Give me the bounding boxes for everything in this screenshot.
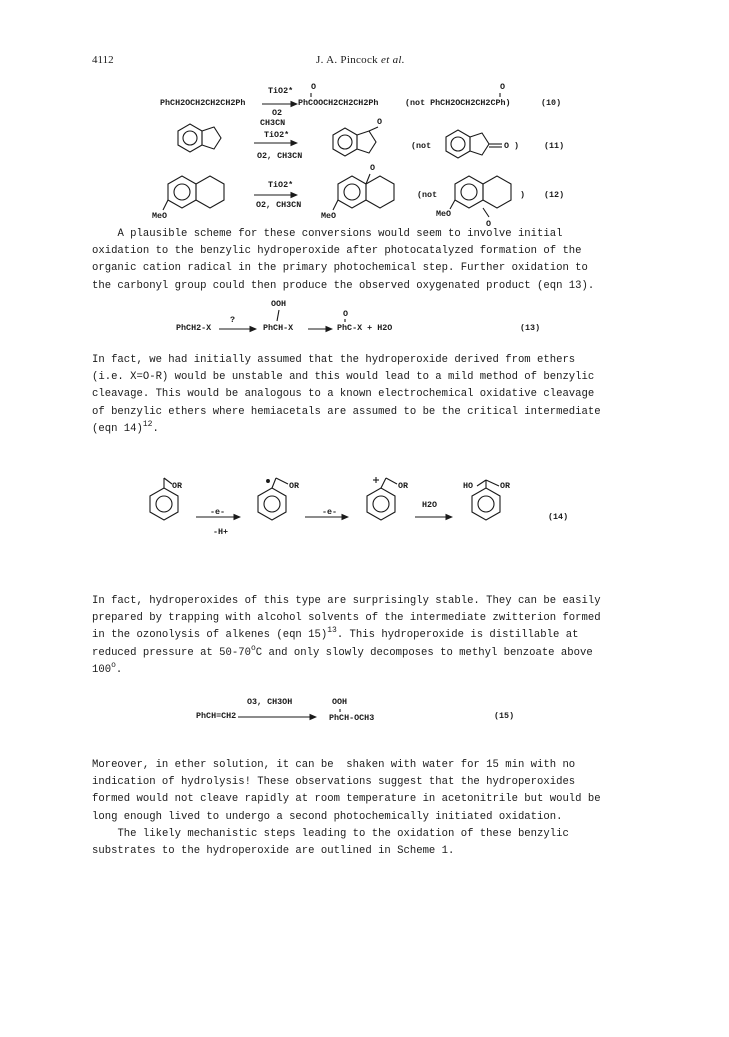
text-line: of benzylic ethers where hemiacetals are assumed to be the critical intermediate: [92, 405, 601, 418]
eq12-not-close: ): [520, 190, 526, 200]
text-line: reduced pressure at 50-70: [92, 646, 251, 659]
text-line: In fact, hydroperoxides of this type are surprisingly stable. They can be easily: [92, 595, 601, 607]
eq14-structure-1: [150, 478, 178, 520]
text-line: (i.e. X=O-R) would be unstable and this would lead to a mild method of benzylic: [92, 371, 595, 384]
text-line: 100: [92, 663, 112, 676]
paragraph-plausible-scheme: A plausible scheme for these conversions would seem to involve initial oxidation to the benzylic hydroperoxide after photocatalyzed formation of the organic cation radical in the primary photochemical step. Further oxidation to the carbonyl group could then produce the observed oxygenated product (eqn 13).: [92, 228, 595, 292]
text-line: . This hydroperoxide is distillable at: [336, 629, 579, 642]
paragraph-ether-solution: Moreover, in ether solution, it can be shaken with water for 15 min with no indication of hydrolysis! These observations suggest that the hydroperoxides formed would not cleave rapidly at room temperature in acetonitrile but would be long enough lived to undergo a second photochemically initiated oxidation. The likely mechanistic steps leading to the oxidation of these benzylic substrates to the hydroperoxide are outlined in Scheme 1.: [92, 759, 601, 858]
reference-superscript: 13: [327, 626, 337, 636]
eq14-substituent-4b: OR: [500, 481, 511, 491]
eq10-reactant: PhCH2OCH2CH2CH2Ph: [160, 98, 246, 108]
reference-superscript: 12: [142, 419, 153, 429]
eq10-number: (10): [541, 98, 562, 108]
eq13-ooh-bond: [277, 310, 279, 321]
eq14-structure-4: [472, 480, 500, 520]
eq14-substituent-1: OR: [172, 481, 183, 491]
eq15-product: PhCH-OCH3: [329, 713, 375, 723]
eq13-reactant: PhCH2-X: [176, 323, 212, 333]
eq11-product-oxygen: O: [377, 117, 383, 127]
eq12-not-open: (not: [417, 190, 438, 200]
eq10-reagent-top: TiO2*: [268, 86, 294, 96]
eq14-step1-bottom: -H+: [213, 527, 229, 537]
eq14-step3-top: H2O: [422, 500, 438, 510]
text-line: C and only slowly decomposes to methyl benzoate above: [255, 646, 593, 659]
eq10-reagent-bottom: O2: [272, 108, 283, 118]
eq12-reagent-bottom: O2, CH3CN: [256, 200, 302, 210]
eq14-number: (14): [548, 512, 569, 522]
eq12-reactant-structure: [163, 176, 224, 210]
eq13-intermediate-top: OOH: [271, 299, 287, 309]
eq15-number: (15): [494, 711, 515, 721]
eq13-product-top: O: [343, 309, 349, 319]
eq13-product: PhC-X + H2O: [337, 323, 393, 333]
author-suffix: et al.: [381, 54, 405, 66]
eq12-reactant-methoxy: MeO: [152, 211, 168, 221]
text-line: prepared by trapping with alcohol solvents of the intermediate zwitterion formed: [92, 612, 601, 625]
text-line: In fact, we had initially assumed that the hydroperoxide derived from ethers: [92, 354, 576, 366]
text-line: .: [152, 422, 159, 435]
degree-superscript: o: [111, 660, 116, 670]
eq12-not-structure: [450, 176, 511, 217]
eq10-product-oxygen: O: [311, 82, 317, 92]
eq13-intermediate: PhCH-X: [263, 323, 294, 333]
text-line: in the ozonolysis of alkenes (eqn 15): [92, 629, 328, 642]
eq15-product-top: OOH: [332, 697, 348, 707]
eq10-product: PhCOOCH2CH2CH2Ph: [298, 98, 379, 108]
eq14-substituent-3: OR: [398, 481, 409, 491]
eq11-product-structure: [333, 127, 378, 156]
eq11-solvent-top: CH3CN: [260, 118, 286, 128]
eq12-reagent-top: TiO2*: [268, 180, 294, 190]
eq14-step2-top: -e-: [322, 507, 338, 517]
text-line: (eqn 14): [92, 422, 143, 435]
eq12-product-oxygen: O: [370, 163, 376, 173]
text-line: cleavage. This would be analogous to a known electrochemical oxidative cleavage: [92, 388, 595, 401]
eq14-step1-top: -e-: [210, 507, 226, 517]
eq12-product-structure: [333, 174, 394, 210]
eq12-not-oxygen: O: [486, 219, 492, 229]
eq11-not-open: (not: [411, 141, 432, 151]
eq13-arrow-label: ?: [230, 315, 236, 325]
eq11-reagent-bottom: O2, CH3CN: [257, 151, 303, 161]
eq14-substituent-4a: HO: [463, 481, 474, 491]
eq14-structure-3: [367, 477, 397, 520]
eq11-not-oxygen: O ): [504, 141, 520, 151]
eq14-structure-2: [258, 478, 288, 520]
eq12-product-methoxy: MeO: [321, 211, 337, 221]
eq10-not-oxygen: O: [500, 82, 506, 92]
author-names: J. A. Pincock: [316, 54, 378, 66]
text-line: .: [115, 663, 123, 676]
eq12-not-methoxy: MeO: [436, 209, 452, 219]
eq14-substituent-2: OR: [289, 481, 300, 491]
eq12-number: (12): [544, 190, 565, 200]
degree-superscript: o: [250, 643, 256, 653]
eq11-not-structure: [446, 130, 502, 158]
page-number: 4112: [92, 54, 114, 66]
eq15-reagent: O3, CH3OH: [247, 697, 293, 707]
eq11-reagent-top: TiO2*: [264, 130, 290, 140]
eq15-reactant: PhCH=CH2: [196, 711, 237, 721]
eq13-number: (13): [520, 323, 541, 333]
eq11-number: (11): [544, 141, 565, 151]
eq10-not-product: (not PhCH2OCH2CH2CPh): [405, 98, 511, 108]
eq11-reactant-structure: [178, 124, 221, 152]
